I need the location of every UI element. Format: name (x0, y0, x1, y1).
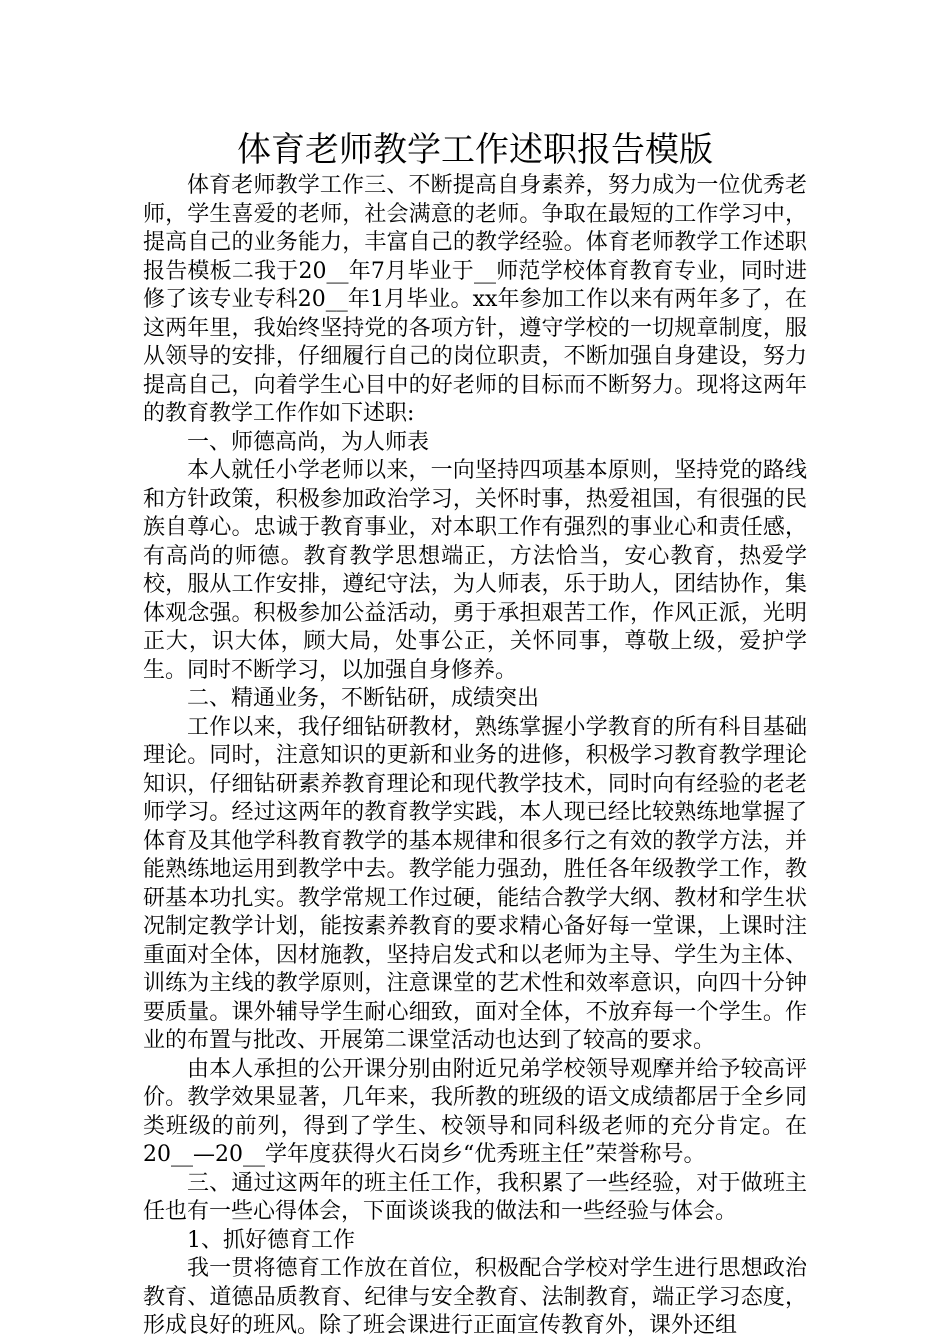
paragraph-expertise: 工作以来，我仔细钻研教材，熟练掌握小学教育的所有科目基础理论。同时，注意知识的更新和业务的进修，积极学习教育教学理论知识，仔细钻研素养教育理论和现代教学技术，同时向有经验的老老师学习。经过这两年的教育教学实践，本人现已经比较熟练地掌握了体育及其他学科教育教学的基本规律和很多行之有效的教学方法，并能熟练地运用到教学中去。教学能力强劲，胜任各年级教学工作，教研基本功扎实。教学常规工作过硬，能结合教学大纲、教材和学生状况制定教学计划，能按素养教育的要求精心备好每一堂课，上课时注重面对全体，因材施教，坚持启发式和以老师为主导、学生为主体、训练为主线的教学原则，注意课堂的艺术性和效率意识，向四十分钟要质量。课外辅导学生耐心细致，面对全体，不放弃每一个学生。作业的布置与批改、开展第二课堂活动也达到了较高的要求。 (143, 714, 807, 1053)
subsection-heading-moral-education: 1、抓好德育工作 (187, 1227, 355, 1253)
paragraph-ethics: 本人就任小学老师以来，一向坚持四项基本原则，坚持党的路线和方针政策，积极参加政治学习，关怀时事，热爱祖国，有很强的民族自尊心。忠诚于教育事业，对本职工作有强烈的事业心和责任感，有高尚的师德。教育教学思想端正，方法恰当，安心教育，热爱学校，服从工作安排，遵纪守法，为人师表，乐于助人，团结协作，集体观念强。积极参加公益活动，勇于承担艰苦工作，作风正派，光明正大，识大体，顾大局，处事公正，关怀同事，尊敬上级，爱护学生。同时不断学习，以加强自身修养。 (143, 458, 807, 683)
document-title: 体育老师教学工作述职报告模版 (237, 130, 713, 170)
section-heading-ethics: 一、师德高尚，为人师表 (187, 429, 430, 455)
paragraph-achievements: 由本人承担的公开课分别由附近兄弟学校领导观摩并给予较高评价。教学效果显著，几年来，我所教的班级的语文成绩都居于全乡同类班级的前列，得到了学生、校领导和同科级老师的充分肯定。在20__—20__学年度获得火石岗乡“优秀班主任”荣誉称号。 (143, 1056, 807, 1167)
paragraph-moral-education: 我一贯将德育工作放在首位，积极配合学校对学生进行思想政治教育、道德品质教育、纪律与安全教育、法制教育，端正学习态度，形成良好的班风。除了班会课进行正面宣传教育外，课外还组 (143, 1256, 807, 1338)
section-heading-class-teacher: 三、通过这两年的班主任工作，我积累了一些经验，对于做班主任也有一些心得体会，下面谈谈我的做法和一些经验与体会。 (143, 1170, 807, 1224)
paragraph-intro: 体育老师教学工作三、不断提高自身素养，努力成为一位优秀老师，学生喜爱的老师，社会满意的老师。争取在最短的工作学习中，提高自己的业务能力，丰富自己的教学经验。体育老师教学工作述职报告模板二我于20__年7月毕业于__师范学校体育教育专业，同时进修了该专业专科20__年1月毕业。xx年参加工作以来有两年多了，在这两年里，我始终坚持党的各项方针，遵守学校的一切规章制度，服从领导的安排，仔细履行自己的岗位职责，不断加强自身建设，努力提高自己，向着学生心目中的好老师的目标而不断努力。现将这两年的教育教学工作作如下述职: (143, 173, 807, 426)
document-body (143, 172, 807, 1341)
section-heading-expertise: 二、精通业务，不断钻研，成绩突出 (187, 686, 540, 711)
